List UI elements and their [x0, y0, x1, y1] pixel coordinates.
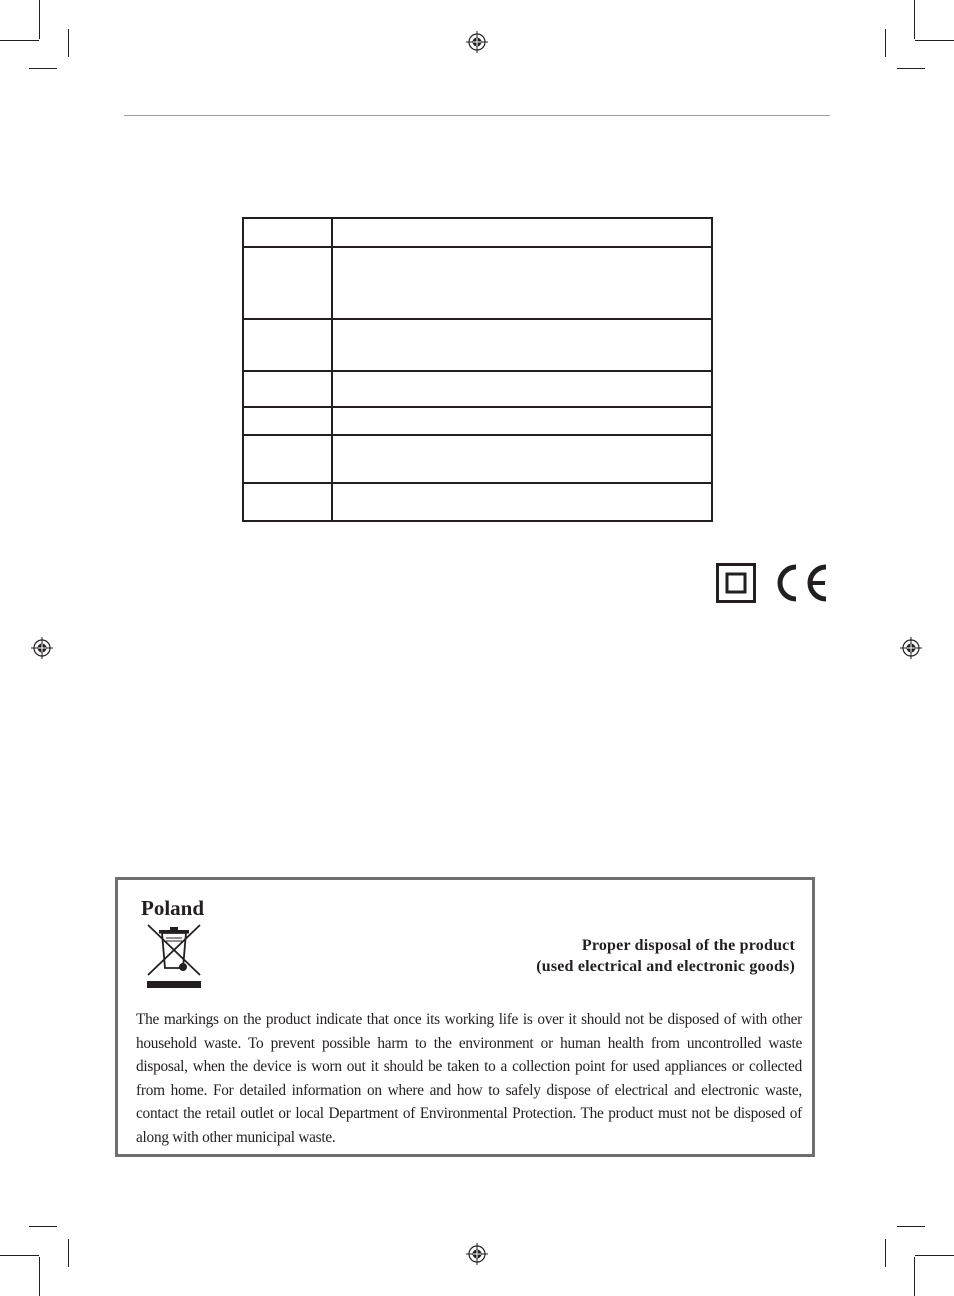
table-cell-label [243, 483, 332, 521]
country-heading: Poland [141, 896, 205, 920]
table-row [243, 371, 712, 407]
double-square-class-ii-icon [716, 563, 756, 603]
table-cell-value [332, 371, 712, 407]
table-row [243, 218, 712, 247]
disposal-body-text: The markings on the product indicate that once its working life is over it should not be disposed of with other household waste. To prevent possible harm to the environment or human health from uncontrolled waste disposal, when the device is worn out it should be taken to a collection point for used appliances or collected from home. For detailed information on where and how to safely dispose of electrical and electronic waste, contact the retail outlet or local Department of Environmental Protection. The product must not be disposed of along with other municipal waste. [136, 1011, 802, 1146]
table-cell-value [332, 483, 712, 521]
table-cell-label [243, 218, 332, 247]
table-row [243, 483, 712, 521]
table-cell-label [243, 371, 332, 407]
table-row [243, 435, 712, 483]
table-cell-value [332, 407, 712, 435]
table-row [243, 407, 712, 435]
crossed-out-wheelie-bin-icon [144, 921, 204, 991]
table-cell-label [243, 247, 332, 319]
table-cell-label [243, 319, 332, 371]
registration-mark-icon [466, 1243, 488, 1265]
certification-marks [716, 563, 830, 603]
table-cell-value [332, 435, 712, 483]
disposal-title-line-1: Proper disposal of the product [581, 937, 795, 954]
table-row [243, 319, 712, 371]
registration-mark-icon [31, 637, 53, 659]
disposal-title [536, 935, 795, 977]
table-cell-value [332, 319, 712, 371]
table-cell-label [243, 435, 332, 483]
table-cell-label [243, 407, 332, 435]
disposal-title-line-2: (used electrical and electronic goods) [536, 958, 795, 975]
disposal-info-box [115, 877, 815, 1157]
specification-table [242, 217, 713, 522]
registration-mark-icon [900, 637, 922, 659]
ce-mark-icon [772, 563, 830, 603]
header-rule [124, 115, 830, 116]
table-cell-value [332, 218, 712, 247]
registration-mark-icon [466, 31, 488, 53]
table-cell-value [332, 247, 712, 319]
table-row [243, 247, 712, 319]
